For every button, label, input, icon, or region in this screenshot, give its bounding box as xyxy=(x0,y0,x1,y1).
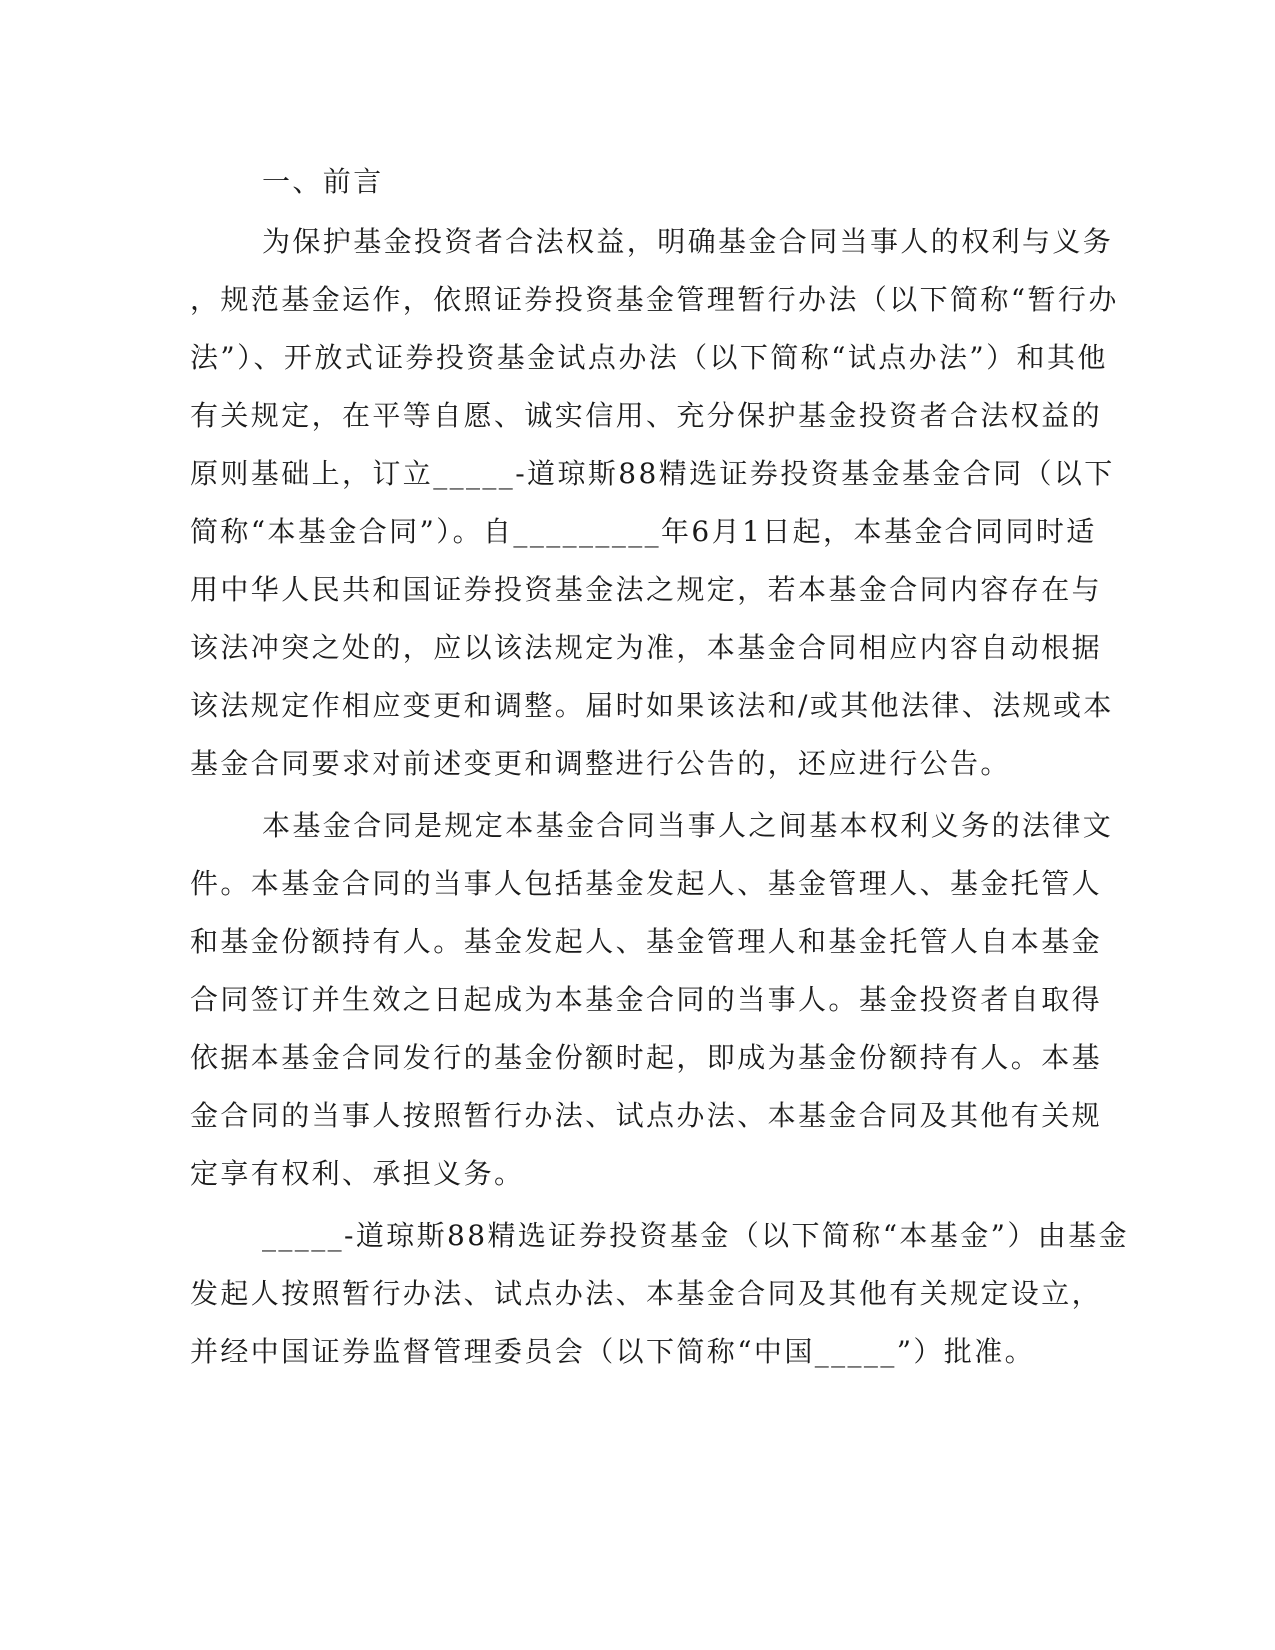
paragraph-line: 有关规定，在平等自愿、诚实信用、充分保护基金投资者合法权益的 xyxy=(190,399,1103,432)
paragraph-line: 依据本基金合同发行的基金份额时起，即成为基金份额持有人。本基 xyxy=(190,1041,1103,1074)
paragraph-line: 本基金合同是规定本基金合同当事人之间基本权利义务的法律文 xyxy=(262,809,1114,842)
section-heading: 一、前言 xyxy=(262,165,384,198)
paragraph-line: 定享有权利、承担义务。 xyxy=(190,1157,525,1190)
paragraph-line: 为保护基金投资者合法权益，明确基金合同当事人的权利与义务 xyxy=(262,225,1114,258)
paragraph-line: 用中华人民共和国证券投资基金法之规定，若本基金合同内容存在与 xyxy=(190,573,1103,606)
paragraph-line: 合同签订并生效之日起成为本基金合同的当事人。基金投资者自取得 xyxy=(190,983,1103,1016)
paragraph-line: 该法冲突之处的，应以该法规定为准，本基金合同相应内容自动根据 xyxy=(190,631,1103,664)
paragraph-line: 并经中国证券监督管理委员会（以下简称“中国_____”）批准。 xyxy=(190,1335,1036,1368)
paragraph-line: 件。本基金合同的当事人包括基金发起人、基金管理人、基金托管人 xyxy=(190,867,1103,900)
paragraph-line: 法”）、开放式证券投资基金试点办法（以下简称“试点办法”）和其他 xyxy=(190,341,1108,374)
paragraph-line: 原则基础上，订立_____-道琼斯88精选证券投资基金基金合同（以下 xyxy=(190,457,1115,490)
paragraph-line: 基金合同要求对前述变更和调整进行公告的，还应进行公告。 xyxy=(190,747,1011,780)
paragraph-line: 该法规定作相应变更和调整。届时如果该法和/或其他法律、法规或本 xyxy=(190,689,1114,722)
paragraph-line: 发起人按照暂行办法、试点办法、本基金合同及其他有关规定设立， xyxy=(190,1277,1103,1310)
paragraph-line: 金合同的当事人按照暂行办法、试点办法、本基金合同及其他有关规 xyxy=(190,1099,1103,1132)
paragraph-line: 简称“本基金合同”）。自_________年6月1日起，本基金合同同时适 xyxy=(190,515,1097,548)
paragraph-line: 和基金份额持有人。基金发起人、基金管理人和基金托管人自本基金 xyxy=(190,925,1103,958)
paragraph-line: _____-道琼斯88精选证券投资基金（以下简称“本基金”）由基金 xyxy=(262,1219,1129,1252)
paragraph-line: ，规范基金运作，依照证券投资基金管理暂行办法（以下简称“暂行办 xyxy=(190,283,1119,316)
